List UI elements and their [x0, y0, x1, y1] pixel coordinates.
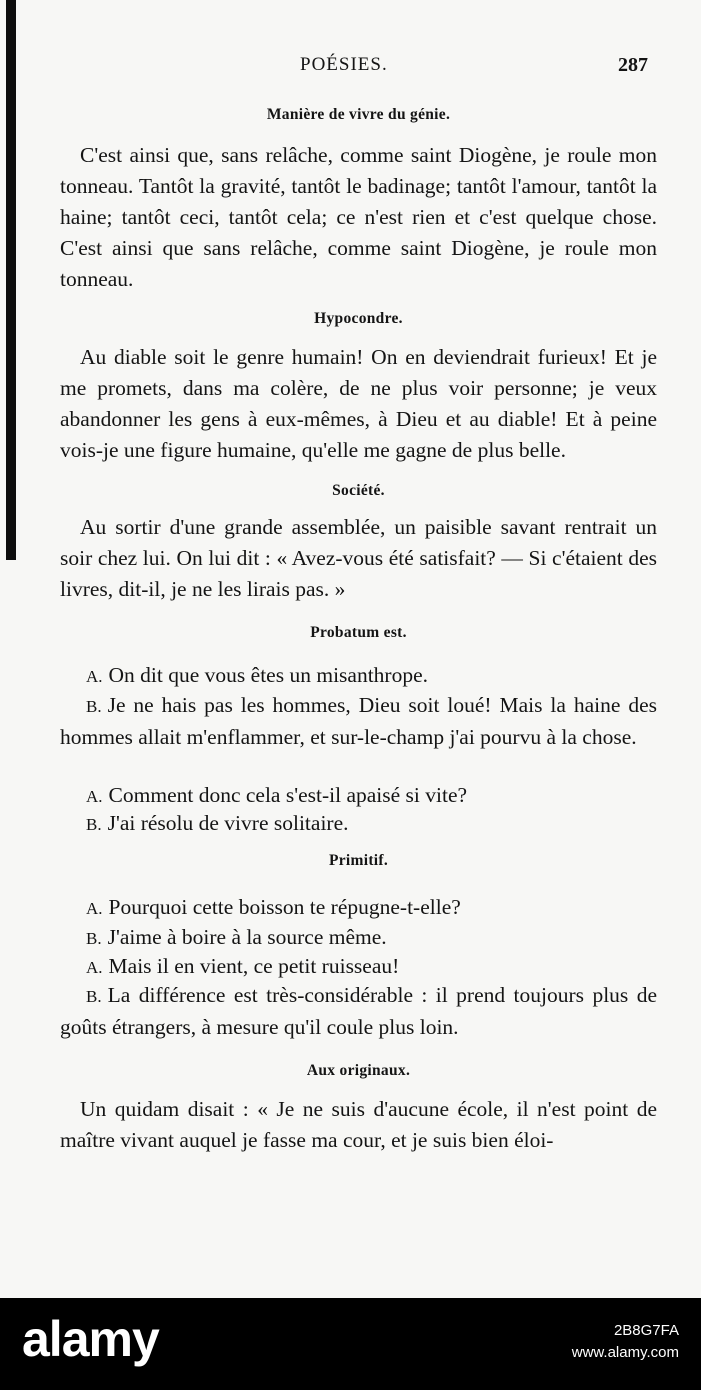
speaker-label: A. — [86, 899, 103, 918]
paragraph: Au sortir d'une grande assemblée, un paisible savant rentrait un soir chez lui. On lui dit : « Avez-vous été satisfait? — Si c'étaient des livres, dit-il, je ne les lirais pas. » — [60, 515, 657, 601]
dialogue-text: Mais il en vient, ce petit ruisseau! — [108, 954, 400, 978]
dialogue-text: Comment donc cela s'est-il apaisé si vite? — [108, 783, 468, 807]
section-heading: Société. — [332, 482, 385, 499]
speaker-label: B. — [86, 929, 102, 948]
section-heading: Hypocondre. — [314, 310, 403, 327]
speaker-label: B. — [86, 697, 102, 716]
dialogue-text: Pourquoi cette boisson te répugne-t-elle? — [108, 895, 461, 919]
watermark-logo: alamy — [22, 1311, 159, 1367]
paragraph: Un quidam disait : « Je ne suis d'aucune école, il n'est point de maître vivant auquel je fasse ma cour, et je suis bien éloi- — [60, 1097, 657, 1152]
speaker-label: A. — [86, 787, 103, 806]
dialogue-text: J'ai résolu de vivre solitaire. — [107, 811, 349, 835]
dialogue-line — [60, 980, 657, 1043]
image-id: 2B8G7FA — [613, 1322, 679, 1339]
running-head: POÉSIES. — [300, 54, 388, 75]
section-heading: Manière de vivre du génie. — [266, 106, 451, 123]
dialogue-text: Je ne hais pas les hommes, Dieu soit loué! Mais la haine des hommes allait m'enflammer, et sur-le-champ j'ai pourvu à la chose. — [60, 693, 657, 749]
paragraph: Au diable soit le genre humain! On en deviendrait furieux! Et je me promets, dans ma colère, de ne plus voir personne; je veux abandonner les gens à eux-mêmes, à Dieu et au diable! Et à peine vois-je une figure humaine, qu'elle me gagne de plus belle. — [60, 345, 657, 462]
page-edge-shadow — [6, 0, 16, 560]
dialogue-text: J'aime à boire à la source même. — [107, 925, 387, 949]
section-heading: Aux originaux. — [306, 1062, 411, 1079]
speaker-label: A. — [86, 958, 103, 977]
dialogue-line — [60, 892, 657, 924]
page-number: 287 — [618, 54, 648, 76]
speaker-label: A. — [86, 667, 103, 686]
dialogue-line — [60, 660, 657, 692]
section-heading: Probatum est. — [310, 624, 407, 641]
section-heading: Primitif. — [328, 852, 389, 869]
site-url: www.alamy.com — [571, 1344, 679, 1361]
dialogue-text: On dit que vous êtes un misanthrope. — [108, 663, 428, 687]
speaker-label: B. — [86, 815, 102, 834]
dialogue-line — [60, 951, 657, 983]
dialogue-text: La différence est très-considérable : il prend toujours plus de goûts étrangers, à mesure qu'il coule plus loin. — [60, 983, 657, 1039]
speaker-label: B. — [86, 987, 102, 1006]
dialogue-line — [60, 922, 657, 954]
dialogue-line — [60, 808, 657, 840]
paragraph: C'est ainsi que, sans relâche, comme saint Diogène, je roule mon tonneau. Tantôt la gravité, tantôt le badinage; tantôt l'amour, tantôt la haine; tantôt ceci, tantôt cela; ce n'est rien et c'est quelque chose. C'est ainsi que sans relâche, comme saint Diogène, je roule mon tonneau. — [60, 143, 657, 291]
dialogue-line — [60, 690, 657, 753]
